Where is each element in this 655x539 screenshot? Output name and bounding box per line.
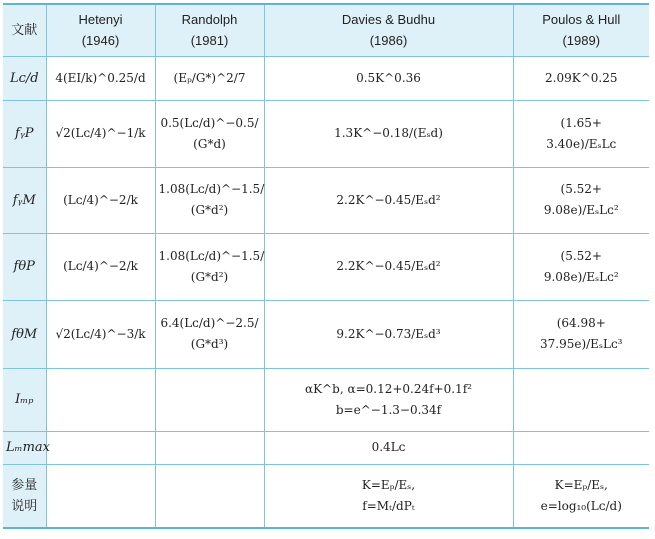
formula-line: 2.09K^0.25 — [545, 70, 618, 85]
cell-randolph — [155, 368, 264, 431]
formula-line: (1.65+ — [560, 115, 602, 130]
cell-davies — [264, 100, 513, 167]
table-row — [3, 368, 649, 431]
header-poulos-hull — [513, 4, 649, 56]
row-label: fᵧM — [3, 167, 46, 233]
formula-line: 4(EI/k)^0.25/d — [55, 70, 146, 85]
formula-line: 0.5(Lᴄ/d)^−0.5/ — [160, 115, 259, 130]
cell-randolph — [155, 431, 264, 464]
cell-poulos — [513, 464, 649, 528]
formula-line: (Lᴄ/4)^−2/k — [63, 259, 138, 273]
cell-hetenyi — [46, 167, 155, 233]
formula-line: f=Mₜ/dPₜ — [362, 498, 415, 513]
header-row — [3, 4, 649, 56]
header-label: 文献 — [3, 4, 46, 56]
row-label: Lₘmax — [3, 431, 46, 464]
formula-line: 1.3K^−0.18/(Eₛd) — [334, 126, 443, 140]
header-davies-budhu — [264, 4, 513, 56]
row-label: Iₘₚ — [3, 368, 46, 431]
row-label: fθM — [3, 300, 46, 368]
cell-poulos — [513, 100, 649, 167]
cell-randolph — [155, 56, 264, 100]
formula-line: √2(Lᴄ/4)^−1/k — [55, 126, 146, 140]
formula-line: K=Eₚ/Eₛ, — [554, 477, 608, 492]
table-row — [3, 100, 649, 167]
formula-line: 9.2K^−0.73/Eₛd³ — [336, 326, 441, 341]
table-row — [3, 233, 649, 300]
author-name: Hetenyi — [78, 12, 123, 28]
formula-line: (G*d²) — [190, 269, 229, 284]
row-label: fᵧP — [3, 100, 46, 167]
cell-davies — [264, 368, 513, 431]
author-name: Poulos & Hull — [542, 12, 621, 28]
formula-line: 2.2K^−0.45/Eₛd² — [336, 259, 441, 273]
formula-line: e=log₁₀(Lᴄ/d) — [540, 498, 622, 513]
table-row — [3, 300, 649, 368]
cell-hetenyi — [46, 233, 155, 300]
formula-line: b=e^−1.3−0.34f — [335, 402, 442, 417]
header-randolph — [155, 4, 264, 56]
cell-randolph — [155, 100, 264, 167]
formula-line: √2(Lᴄ/4)^−3/k — [55, 326, 146, 341]
author-year: (1986) — [369, 33, 408, 49]
formula-line: (5.52+ — [560, 248, 602, 263]
formula-line: (5.52+ — [560, 182, 602, 196]
author-year: (1946) — [81, 33, 120, 49]
row-label: 参量说明 — [3, 464, 46, 528]
cell-randolph — [155, 464, 264, 528]
row-label: fθP — [3, 233, 46, 300]
formula-line: (G*d²) — [190, 203, 229, 217]
formula-line: 9.08e)/EₛLᴄ² — [543, 269, 619, 284]
formula-line: αK^b, α=0.12+0.24f+0.1f² — [305, 381, 472, 396]
formula-line: 9.08e)/EₛLᴄ² — [543, 203, 619, 217]
cell-poulos — [513, 368, 649, 431]
table-row — [3, 464, 649, 528]
table-row — [3, 167, 649, 233]
cell-poulos — [513, 431, 649, 464]
formula-line: 3.40e)/EₛLᴄ — [546, 136, 617, 151]
formula-line: (G*d) — [193, 136, 226, 151]
header-hetenyi — [46, 4, 155, 56]
cell-randolph — [155, 167, 264, 233]
formula-line: 6.4(Lᴄ/d)^−2.5/ — [160, 316, 259, 330]
cell-davies — [264, 464, 513, 528]
formula-line: (G*d³) — [190, 337, 229, 351]
cell-randolph — [155, 300, 264, 368]
formula-line: 0.5K^0.36 — [356, 70, 421, 85]
formula-line: 1.08(Lᴄ/d)^−1.5/ — [158, 248, 265, 263]
cell-hetenyi — [46, 464, 155, 528]
formula-line: 1.08(Lᴄ/d)^−1.5/ — [158, 182, 265, 196]
cell-hetenyi — [46, 56, 155, 100]
row-label: Lᴄ/d — [3, 56, 46, 100]
author-year: (1989) — [562, 33, 601, 49]
cell-davies — [264, 233, 513, 300]
formula-line: 2.2K^−0.45/Eₛd² — [336, 192, 441, 207]
author-name: Randolph — [181, 12, 238, 28]
formula-line: 0.4Lᴄ — [371, 440, 406, 454]
formula-line: 37.95e)/EₛLᴄ³ — [540, 337, 623, 351]
cell-hetenyi — [46, 100, 155, 167]
cell-randolph — [155, 233, 264, 300]
cell-poulos — [513, 233, 649, 300]
cell-poulos — [513, 56, 649, 100]
cell-hetenyi — [46, 300, 155, 368]
formula-line: K=Eₚ/Eₛ, — [361, 477, 416, 492]
cell-hetenyi — [46, 431, 155, 464]
formula-line: (Lᴄ/4)^−2/k — [63, 192, 138, 207]
author-name: Davies & Budhu — [341, 12, 436, 28]
cell-davies — [264, 300, 513, 368]
cell-poulos — [513, 167, 649, 233]
author-year: (1981) — [190, 33, 229, 49]
cell-poulos — [513, 300, 649, 368]
cell-hetenyi — [46, 368, 155, 431]
comparison-table — [3, 3, 649, 529]
formula-line: (64.98+ — [556, 316, 606, 330]
table-row — [3, 431, 649, 464]
cell-davies — [264, 431, 513, 464]
formula-line: (Eₚ/G*)^2/7 — [173, 70, 246, 85]
cell-davies — [264, 56, 513, 100]
table-row — [3, 56, 649, 100]
cell-davies — [264, 167, 513, 233]
